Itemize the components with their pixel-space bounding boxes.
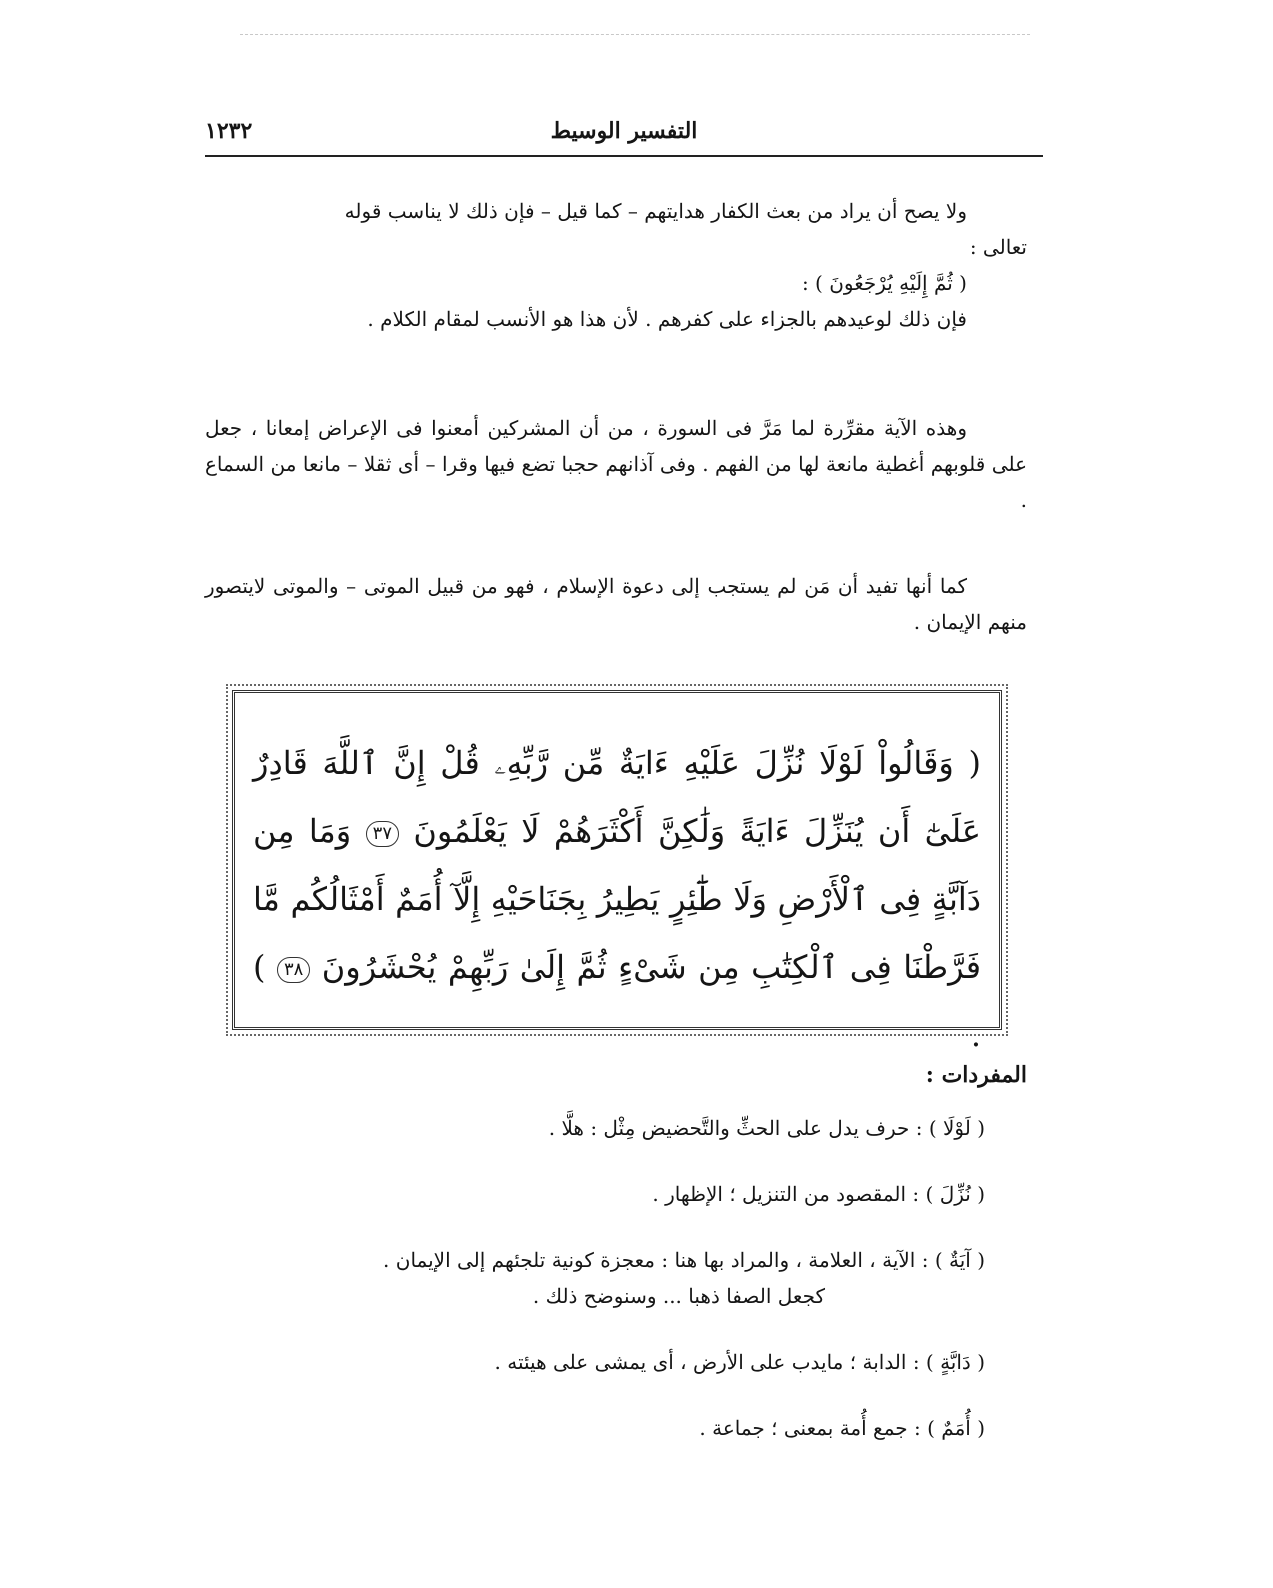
vocabulary-heading: المفردات :: [925, 1062, 1027, 1088]
verse-number-37: ٣٧: [366, 821, 399, 847]
vocab-item: [205, 1242, 985, 1314]
vocab-term: ( أُمَمٌ ): [927, 1416, 985, 1440]
page-number: ١٢٣٢: [205, 118, 253, 144]
paragraph-3-block: [205, 410, 1027, 518]
vocab-item: [205, 1110, 985, 1146]
top-dashed-rule: [240, 34, 1030, 35]
vocab-term: ( آيَةٌ ): [934, 1248, 985, 1272]
vocab-item: [205, 1344, 985, 1380]
vocab-term: ( لَوْلَا ): [928, 1116, 985, 1140]
verse-quote: ( ثُمَّ إِلَيْهِ يُرْجَعُونَ ) :: [801, 271, 967, 295]
paragraph-1: [205, 193, 1027, 337]
page-header: [205, 118, 1043, 158]
paragraph-1-line-1: ولا يصح أن يراد من بعث الكفار هدايتهم – كما قيل – فإن ذلك لا يناسب قوله: [344, 199, 967, 223]
verse-part-2: وَمَا مِن دَآبَّةٍ فِى ٱلْأَرْضِ وَلَا طَٰٓئِرٍ يَطِيرُ بِجَنَاحَيْهِ إِلَّآ أُمَمٌ أَمْثَالُكُم مَّا فَرَّطْنَا فِى ٱلْكِتَٰبِ مِن شَىْءٍ ثُمَّ إِلَىٰ رَبِّهِمْ يُحْشَرُونَ: [253, 812, 982, 986]
paragraph-4: كما أنها تفيد أن مَن لم يستجب إلى دعوة الإسلام ، فهو من قبيل الموتى – والموتى لايتصور منهم الإيمان .: [205, 574, 1027, 634]
verse-part-1: ( وَقَالُواْ لَوْلَا نُزِّلَ عَلَيْهِ ءَايَةٌ مِّن رَّبِّهِۦ قُلْ إِنَّ ٱللَّهَ قَادِرٌ عَلَىٰٓ أَن يُنَزِّلَ ءَايَةً وَلَٰكِنَّ أَكْثَرَهُمْ لَا يَعْلَمُونَ: [253, 744, 982, 850]
vocab-term: ( دَابَّةٍ ): [925, 1350, 985, 1374]
header-rule: [205, 155, 1043, 157]
quran-verse-frame: [232, 690, 1002, 1054]
quran-verse-text: [253, 729, 982, 1054]
vocab-definition: : الآية ، العلامة ، والمراد بها هنا : معجزة كونية تلجئهم إلى الإيمان .: [383, 1248, 929, 1272]
vocab-item: [205, 1410, 985, 1446]
vocabulary-list: [205, 1110, 985, 1476]
paragraph-1-line-2: تعالى :: [969, 235, 1027, 259]
vocab-definition: : الدابة ؛ مايدب على الأرض ، أى يمشى على هيئته .: [494, 1350, 920, 1374]
verse-end: ) .: [253, 948, 981, 1054]
running-title: التفسير الوسيط: [550, 118, 698, 144]
vocab-definition: : جمع أُمة بمعنى ؛ جماعة .: [699, 1416, 921, 1440]
verse-number-38: ٣٨: [277, 957, 310, 983]
vocab-definition: : المقصود من التنزيل ؛ الإظهار .: [652, 1182, 920, 1206]
vocab-definition: : حرف يدل على الحثِّ والتَّحضيض مِثْل : هلَّا .: [548, 1116, 923, 1140]
vocab-continuation: كجعل الصفا ذهبا ... وسنوضح ذلك .: [532, 1284, 825, 1308]
vocab-term: ( نُزِّلَ ): [925, 1182, 985, 1206]
paragraph-3: وهذه الآية مقرِّرة لما مَرَّ فى السورة ، من أن المشركين أمعنوا فى الإعراض إمعانا ، جعل على قلوبهم أغطية مانعة لها من الفهم . وفى آذانهم حجبا تضع فيها وقرا – أى ثقلا – مانعا من السماع .: [205, 416, 1027, 512]
vocab-item: [205, 1176, 985, 1212]
paragraph-2: فإن ذلك لوعيدهم بالجزاء على كفرهم . لأن هذا هو الأنسب لمقام الكلام .: [367, 307, 967, 331]
paragraph-4-block: [205, 568, 1027, 640]
